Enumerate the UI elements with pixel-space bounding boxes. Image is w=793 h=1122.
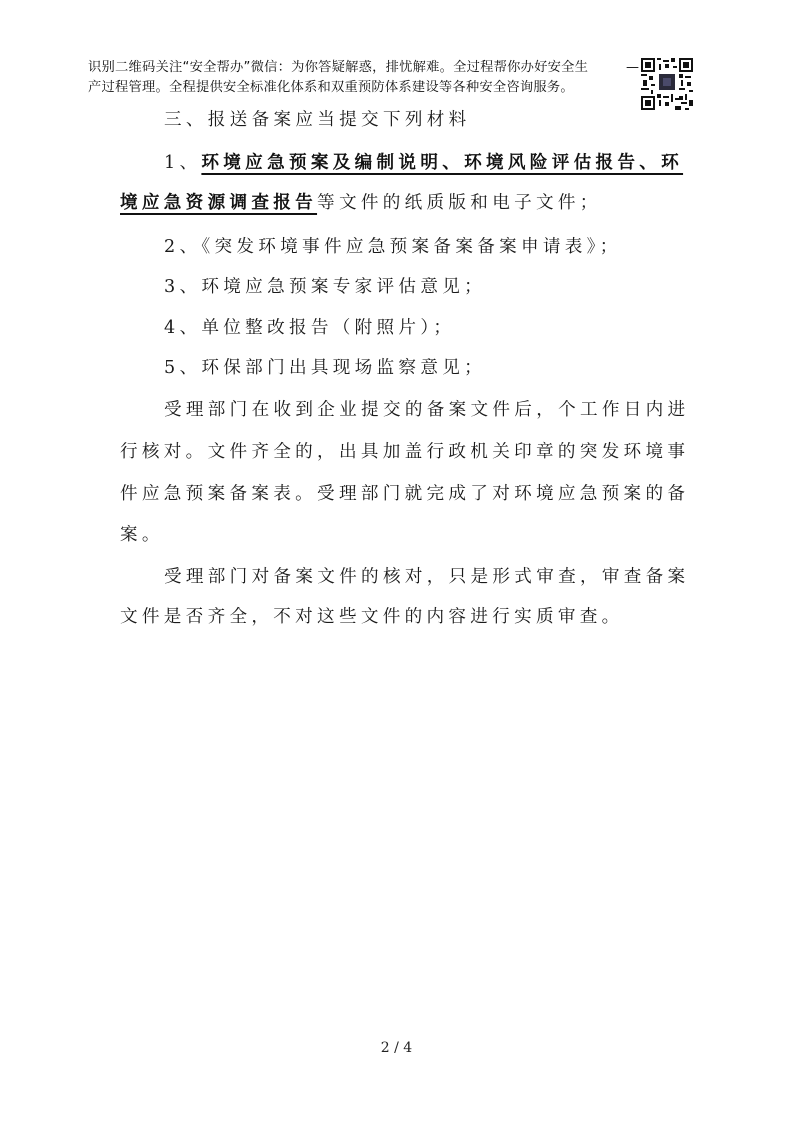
list-item-3: 3、环境应急预案专家评估意见； [164,277,487,297]
bold-underlined-text: 环境应急预案及编制说明、环境风险评估报告、环 [201,153,684,173]
list-item-text: 等文件的纸质版和电子文件； [317,193,602,213]
list-item-1-line-1 [164,149,683,174]
qr-code-icon [641,58,693,110]
section-heading: 三、报送备案应当提交下列材料 [164,110,471,130]
bold-underlined-text: 境应急资源调查报告 [120,193,318,213]
paragraph-1-line-3: 件应急预案备案表。受理部门就完成了对环境应急预案的备 [120,484,690,504]
paragraph-2-line-1: 受理部门对备案文件的核对，只是形式审查，审查备案 [164,567,690,587]
list-item-4: 4、单位整改报告（附照片）； [164,318,456,338]
paragraph-1-line-1: 受理部门在收到企业提交的备案文件后，个工作日内进 [164,400,690,420]
page-number: 2 / 4 [380,1040,413,1056]
banner-dash: — [626,60,639,75]
banner-line-1: 识别二维码关注“安全帮办”微信：为你答疑解惑，排忧解难。全过程帮你办好安全生 [88,60,589,75]
list-item-number: 1、 [164,153,202,173]
list-item-2: 2、《突发环境事件应急预案备案备案申请表》； [164,237,622,257]
list-item-1-line-2 [120,189,602,214]
paragraph-1-line-4: 案。 [120,525,164,545]
header-banner [88,58,633,98]
paragraph-2-line-2: 文件是否齐全，不对这些文件的内容进行实质审查。 [120,607,624,627]
list-item-5: 5、环保部门出具现场监察意见； [164,358,487,378]
paragraph-1-line-2: 行核对。文件齐全的，出具加盖行政机关印章的突发环境事 [120,442,690,462]
banner-line-2: 产过程管理。全程提供安全标准化体系和双重预防体系建设等各种安全咨询服务。 [88,80,574,95]
